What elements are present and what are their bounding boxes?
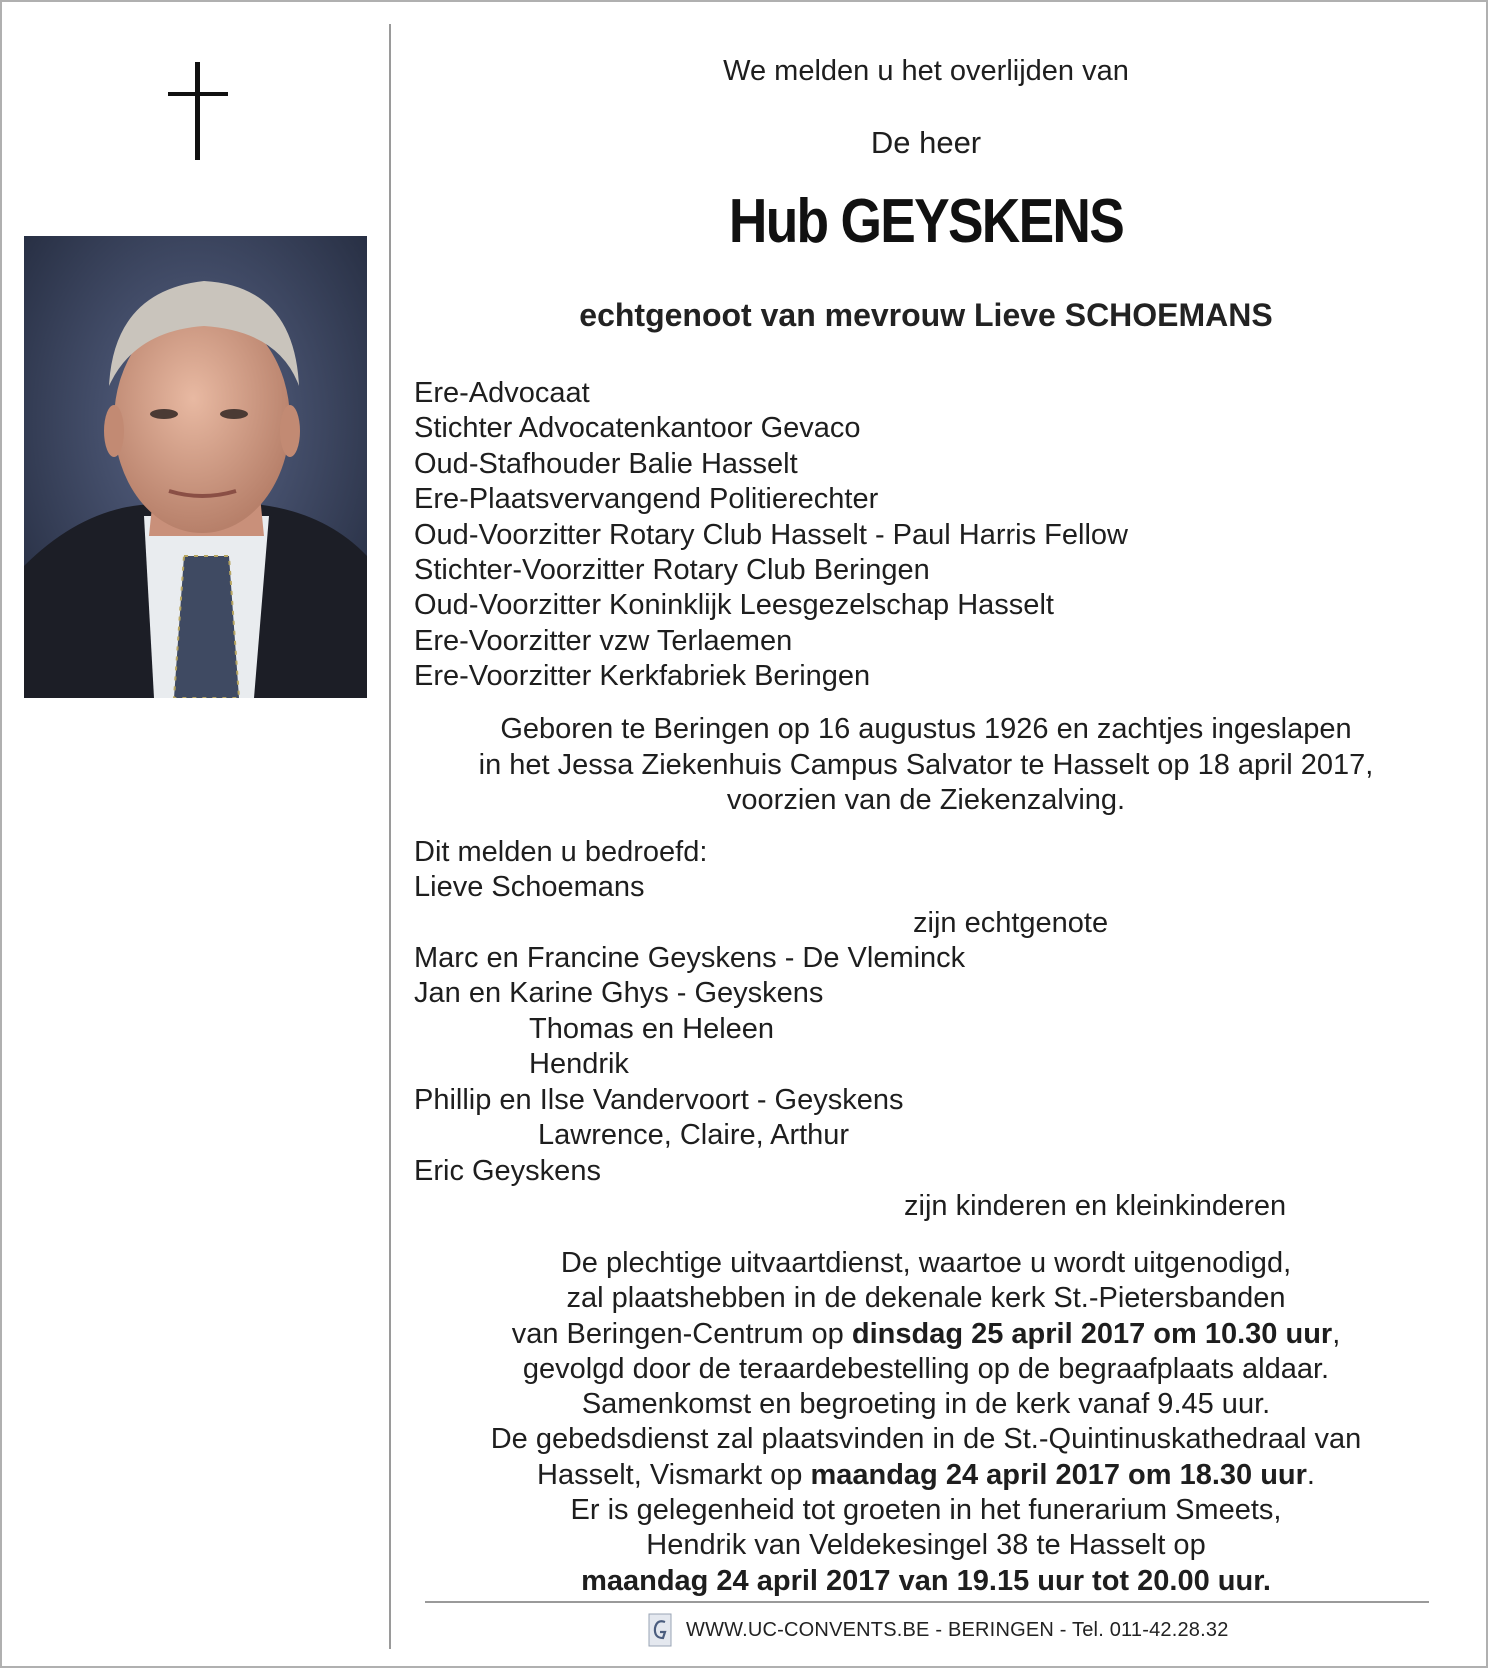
cross-icon <box>168 62 228 160</box>
family-member: Thomas en Heleen <box>529 1013 775 1045</box>
service-line: zal plaatshebben in de dekenale kerk St.-Pietersbanden <box>566 1282 1286 1315</box>
service-line: gevolgd door de teraardebestelling op de begraafplaats aldaar. <box>522 1352 1330 1385</box>
service-line: Hasselt, Vismarkt op maandag 24 april 2017 om 18.30 uur. <box>537 1458 1315 1491</box>
family-member: Marc en Francine Geyskens - De Vleminck <box>414 942 966 974</box>
service-line: Samenkomst en begroeting in de kerk vanaf 9.45 uur. <box>581 1388 1271 1421</box>
deceased-name: Hub GEYSKENS <box>728 187 1124 256</box>
service-line: De plechtige uitvaartdienst, waartoe u wordt uitgenodigd, <box>560 1247 1292 1279</box>
intro-line: We melden u het overlijden van <box>723 55 1129 87</box>
salutation: De heer <box>870 125 982 160</box>
visitation-datetime: maandag 24 april 2017 van 19.15 uur tot 20.00 uur. <box>581 1564 1271 1597</box>
service-line: De gebedsdienst zal plaatsvinden in de St.-Quintinuskathedraal van <box>490 1423 1362 1456</box>
family-member: Jan en Karine Ghys - Geyskens <box>414 977 824 1009</box>
birth-line: in het Jessa Ziekenhuis Campus Salvator te Hasselt op 18 april 2017, <box>478 748 1374 781</box>
title-item: Oud-Stafhouder Balie Hasselt <box>414 447 798 480</box>
birth-line: Geboren te Beringen op 16 augustus 1926 en zachtjes ingeslapen <box>500 713 1352 745</box>
title-item: Ere-Plaatsvervangend Politierechter <box>414 483 879 516</box>
service-line: Hendrik van Veldekesingel 38 te Hasselt op <box>646 1529 1206 1562</box>
spouse-role: zijn echtgenote <box>913 907 1109 939</box>
family-spouse: Lieve Schoemans <box>414 871 645 903</box>
family-member: Phillip en Ilse Vandervoort - Geyskens <box>414 1084 904 1116</box>
titles-list <box>414 376 1128 695</box>
family-heading: Dit melden u bedroefd: <box>414 836 708 868</box>
title-item: Oud-Voorzitter Rotary Club Hasselt - Paul Harris Fellow <box>414 518 1128 551</box>
deceased-portrait <box>24 236 367 698</box>
service-paragraph <box>414 1246 1438 1599</box>
title-item: Stichter-Voorzitter Rotary Club Beringen <box>414 554 930 587</box>
family-member: Eric Geyskens <box>414 1155 601 1187</box>
uc-logo-icon <box>648 1613 672 1647</box>
service-line: Er is gelegenheid tot groeten in het funerarium Smeets, <box>570 1494 1282 1527</box>
service-line: van Beringen-Centrum op dinsdag 25 april 2017 om 10.30 uur, <box>511 1317 1341 1350</box>
birth-paragraph <box>414 712 1438 819</box>
title-item: Oud-Voorzitter Koninklijk Leesgezelschap Hasselt <box>414 589 1054 622</box>
footer <box>648 1612 1229 1648</box>
title-item: Ere-Advocaat <box>414 377 590 409</box>
family-member: Lawrence, Claire, Arthur <box>538 1119 850 1151</box>
spouse-line: echtgenoot van mevrouw Lieve SCHOEMANS <box>579 297 1273 333</box>
children-role: zijn kinderen en kleinkinderen <box>904 1190 1287 1222</box>
title-item: Ere-Voorzitter Kerkfabriek Beringen <box>414 660 871 693</box>
footer-contact: WWW.UC-CONVENTS.BE - BERINGEN - Tel. 011-42.28.32 <box>686 1618 1229 1641</box>
prayer-datetime: maandag 24 april 2017 om 18.30 uur <box>810 1458 1307 1491</box>
family-member: Hendrik <box>529 1048 629 1080</box>
birth-line: voorzien van de Ziekenzalving. <box>726 784 1126 816</box>
funeral-datetime: dinsdag 25 april 2017 om 10.30 uur <box>851 1317 1333 1350</box>
column-divider <box>389 24 391 1649</box>
footer-rule <box>425 1601 1429 1603</box>
service-line <box>414 1564 1438 1599</box>
title-item: Ere-Voorzitter vzw Terlaemen <box>414 624 793 657</box>
title-item: Stichter Advocatenkantoor Gevaco <box>414 412 861 445</box>
